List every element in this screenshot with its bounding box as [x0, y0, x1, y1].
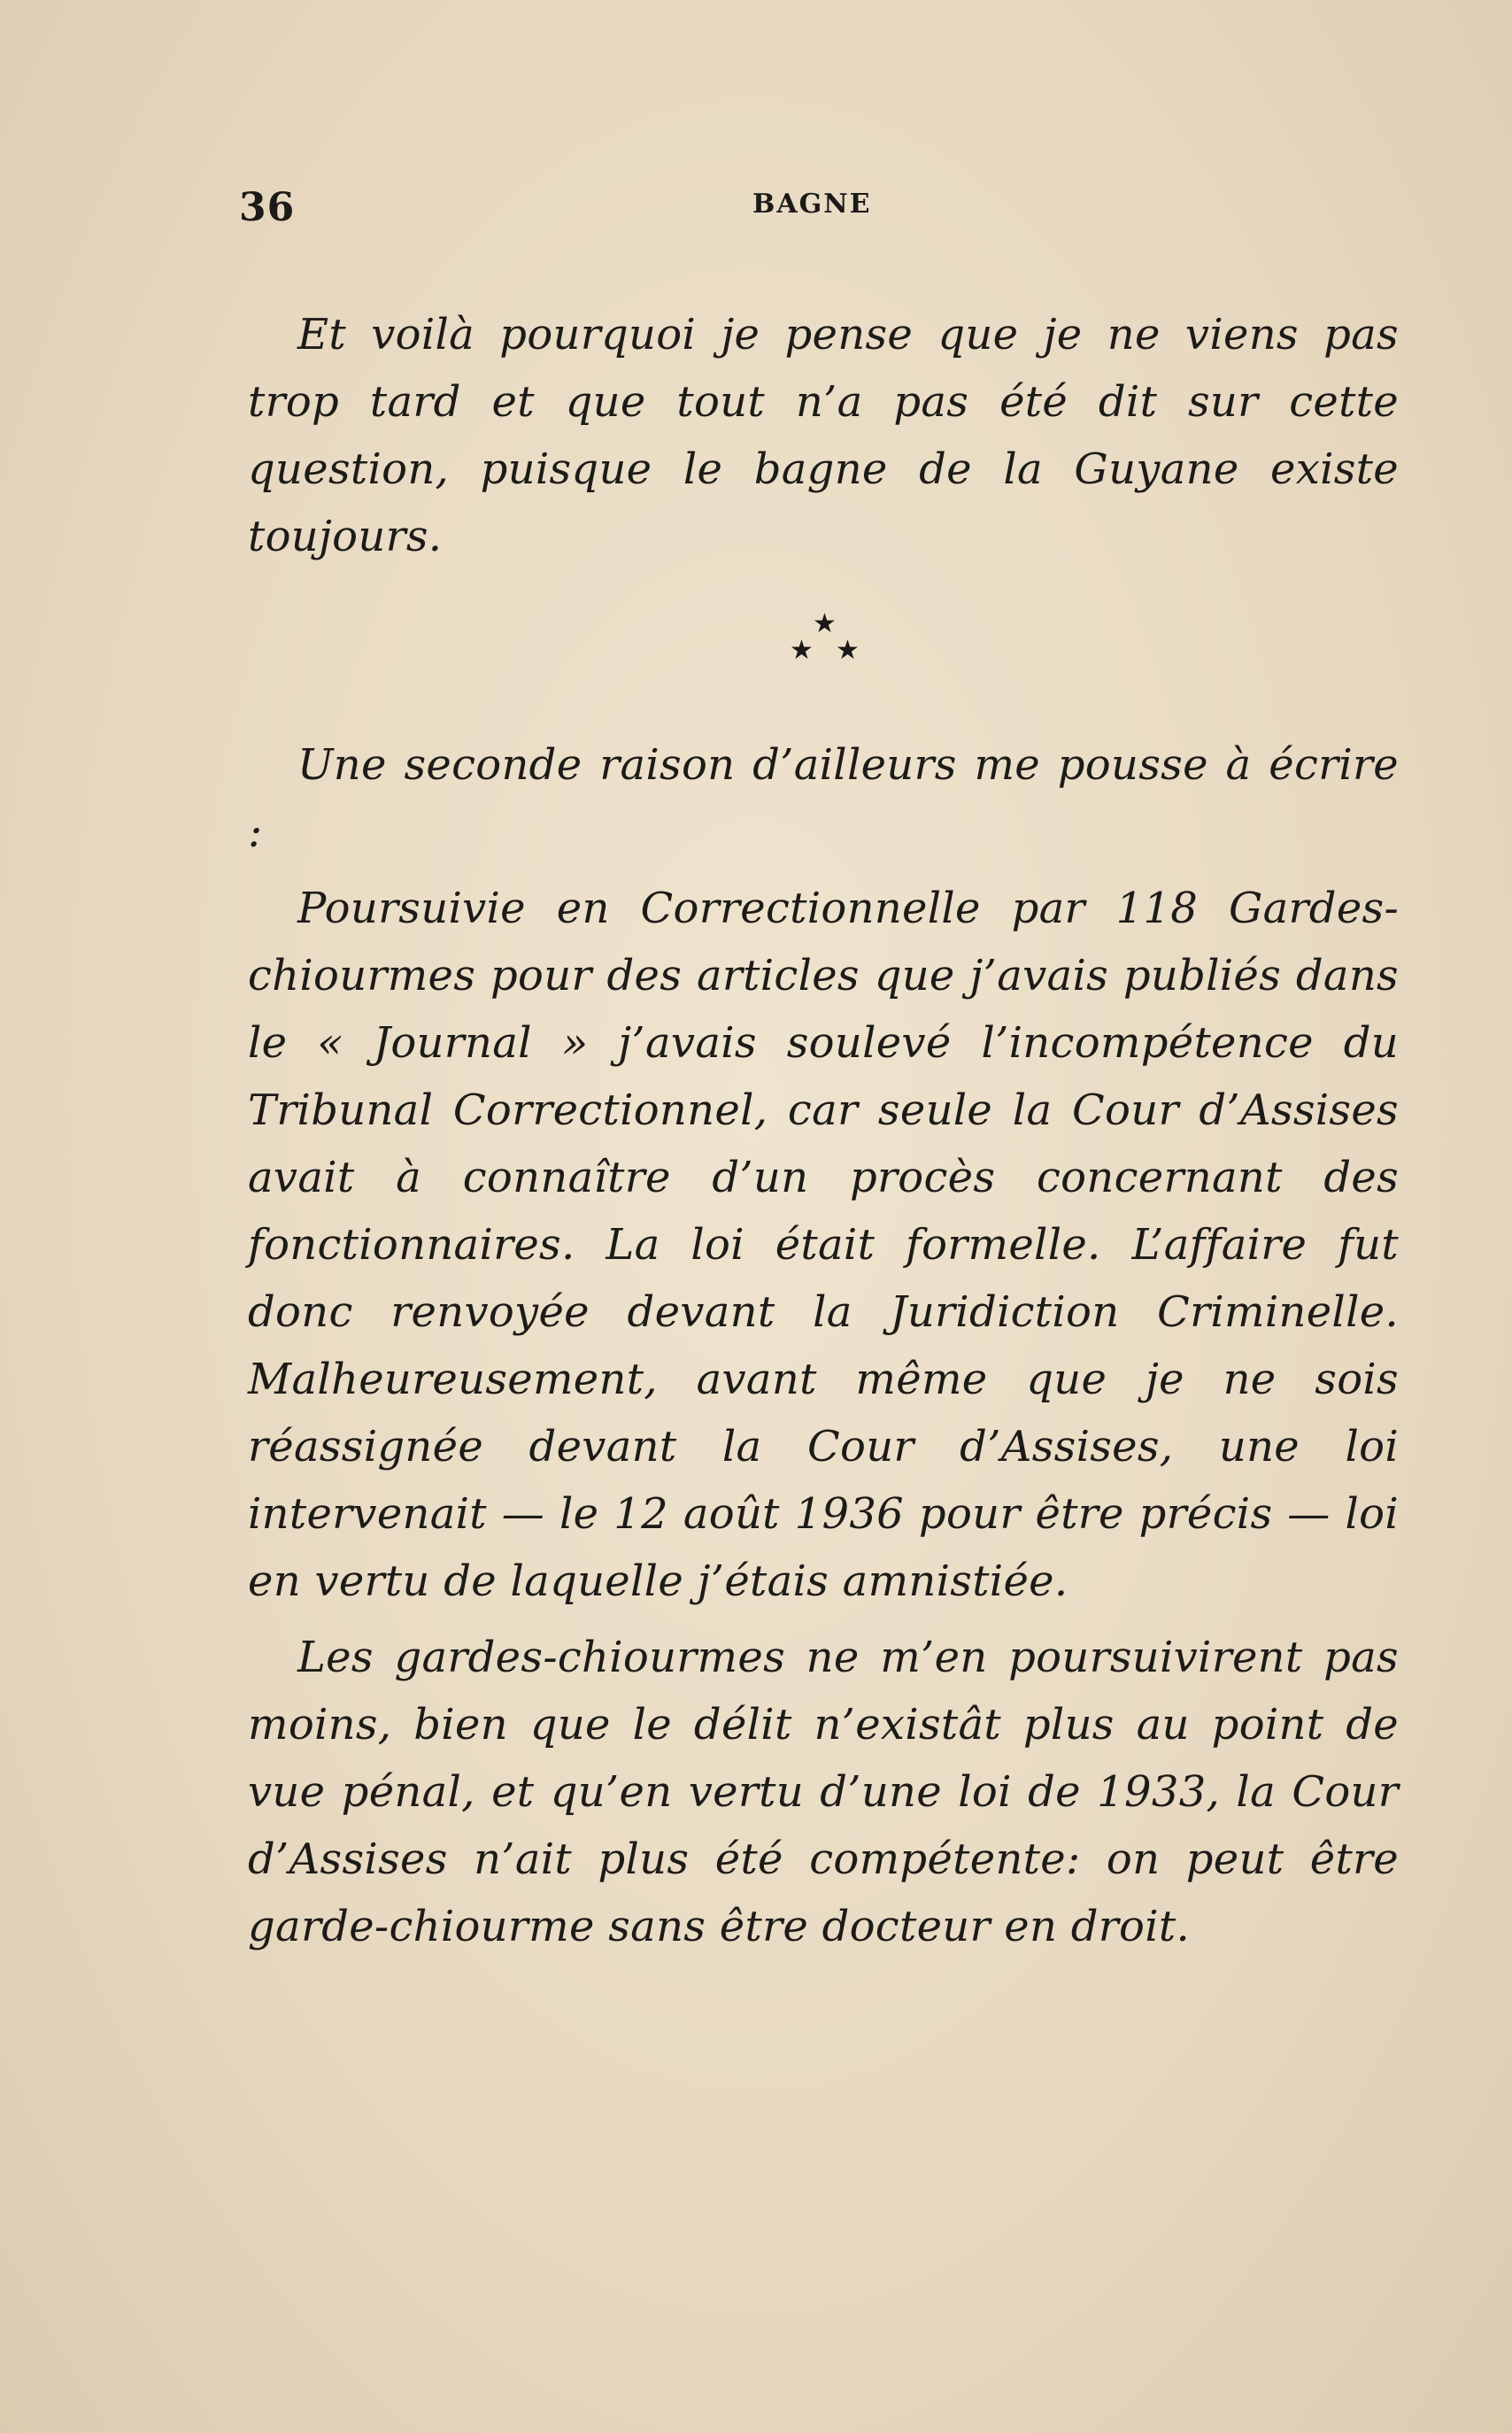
- star-icon: ★: [790, 635, 814, 666]
- paragraph: Et voilà pourquoi je pense que je ne viens pas trop tard et que tout n’a pas été dit sur cette question, puisque le bagne de la Guyane existe toujours.: [248, 310, 1399, 561]
- paragraph: Les gardes-chiourmes ne m’en poursuivirent pas moins, bien que le délit n’existât plus au point de vue pénal, et qu’en vertu d’une loi de 1933, la Cour d’Assises n’ait plus été compétente: on peut être garde-chiourme sans être docteur en droit.: [248, 1633, 1399, 1951]
- text-block-main: [248, 731, 1399, 1960]
- running-head: [239, 182, 1408, 235]
- text-block-opening: [248, 301, 1399, 570]
- star-icon: ★: [813, 608, 837, 639]
- page-number: 36: [239, 185, 296, 230]
- paragraph: Poursuivie en Correctionnelle par 118 Gardes-chiourmes pour des articles que j’avais publiés dans le « Journal » j’avais soulevé l’incompétence du Tribunal Correctionnel, car seule la Cour d’Assises avait à connaître d’un procès concernant des fonctionnaires. La loi était formelle. L’affaire fut donc renvoyée devant la Juridiction Criminelle. Malheureusement, avant même que je ne sois réassignée devant la Cour d’Assises, une loi intervenait — le 12 août 1936 pour être précis — loi en vertu de laquelle j’étais amnistiée.: [248, 884, 1399, 1606]
- paragraph: Une seconde raison d’ailleurs me pousse à écrire :: [248, 740, 1399, 857]
- star-icon: ★: [836, 635, 860, 666]
- running-title: BAGNE: [752, 189, 872, 220]
- asterism-icon: [779, 608, 868, 673]
